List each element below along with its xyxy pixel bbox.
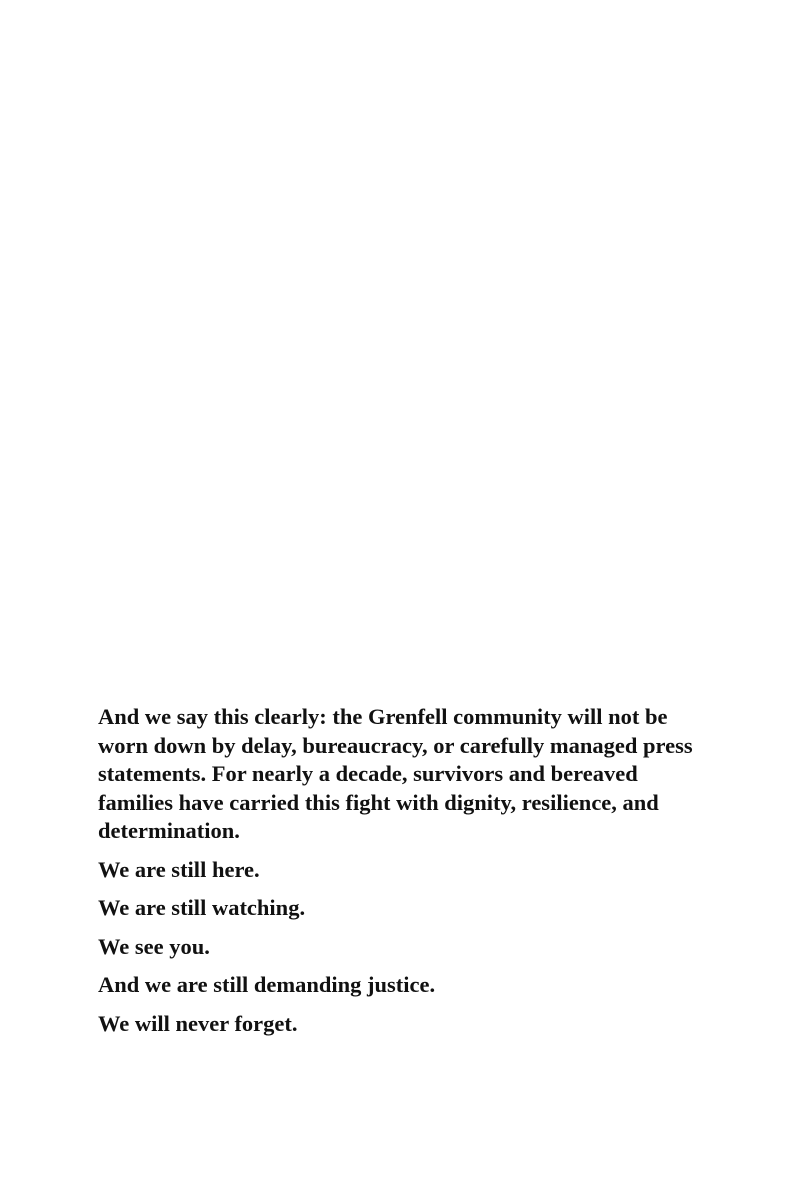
paragraph-still-here: We are still here. xyxy=(98,856,260,882)
paragraph-grenfell-statement: And we say this clearly: the Grenfell community will not be worn down by delay, bureaucracy, or carefully managed press statements. For nearly a decade, survivors and bereaved families have carried this fight with dignity, resilience, and determination. xyxy=(98,704,693,843)
paragraph-demanding-justice: And we are still demanding justice. xyxy=(98,972,436,997)
paragraph-never-forget: We will never forget. xyxy=(98,1010,298,1036)
paragraph-see-you: We see you. xyxy=(98,933,210,959)
paragraph-still-watching: We are still watching. xyxy=(98,895,306,920)
statement-body xyxy=(98,703,718,1048)
